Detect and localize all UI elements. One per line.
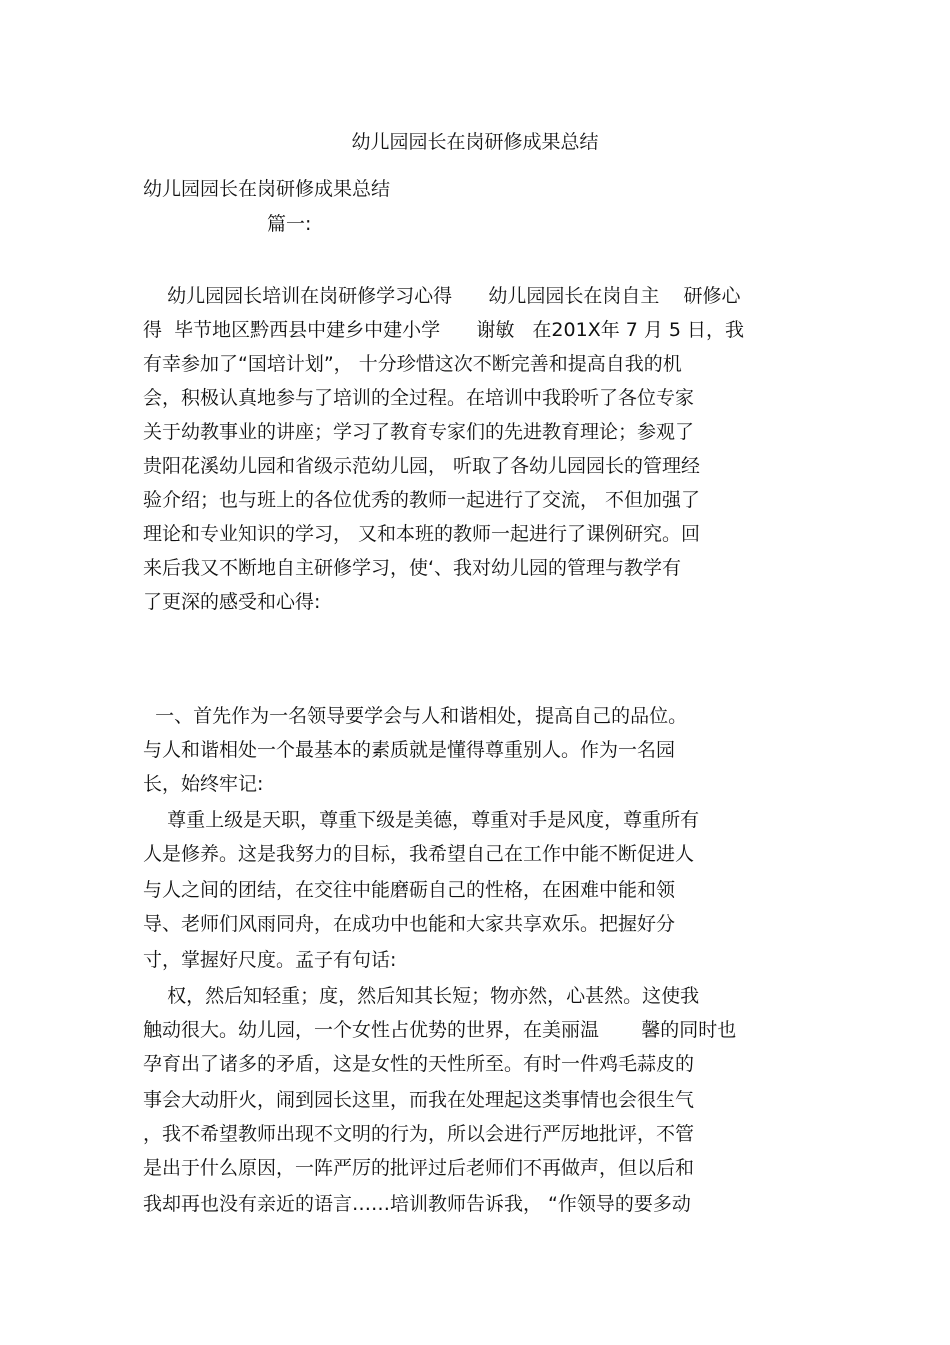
body-line: 我却再也没有亲近的语言……培训教师告诉我， “作领导的要多动 xyxy=(143,1193,691,1215)
body-line: 得 毕节地区黔西县中建乡中建小学 谢敏 在201X年 7 月 5 日，我 xyxy=(143,319,745,341)
body-line: 人是修养。这是我努力的目标，我希望自己在工作中能不断促进人 xyxy=(143,843,695,865)
body-line: 来后我又不断地自主研修学习，使‘、我对幼儿园的管理与教学有 xyxy=(143,557,682,579)
body-line: 事会大动肝火，闹到园长这里，而我在处理起这类事情也会很生气 xyxy=(143,1089,695,1111)
body-line: 长，始终牢记: xyxy=(143,773,264,795)
document-title: 幼儿园园长在岗研修成果总结 xyxy=(351,131,599,153)
body-line: 孕育出了诸多的矛盾，这是女性的天性所至。有时一件鸡毛蒜皮的 xyxy=(143,1053,695,1075)
body-line: 与人和谐相处一个最基本的素质就是懂得尊重别人。作为一名园 xyxy=(143,739,676,761)
body-line: 了更深的感受和心得: xyxy=(143,591,321,613)
body-line: 寸，掌握好尺度。孟子有句话: xyxy=(143,949,397,971)
body-line: 尊重上级是天职，尊重下级是美德，尊重对手是风度，尊重所有 xyxy=(143,809,700,831)
body-line: 有幸参加了“国培计划”， 十分珍惜这次不断完善和提高自我的机 xyxy=(143,353,682,375)
body-line: 与人之间的团结，在交往中能磨砺自己的性格，在困难中能和领 xyxy=(143,879,676,901)
body-line: 是出于什么原因，一阵严厉的批评过后老师们不再做声，但以后和 xyxy=(143,1157,695,1179)
body-line: 理论和专业知识的学习， 又和本班的教师一起进行了课例研究。回 xyxy=(143,523,701,545)
document-subtitle: 幼儿园园长在岗研修成果总结 xyxy=(143,178,391,200)
body-line: 一、首先作为一名领导要学会与人和谐相处，提高自己的品位。 xyxy=(143,705,688,727)
body-line: 会，积极认真地参与了培训的全过程。在培训中我聆听了各位专家 xyxy=(143,387,695,409)
body-line: 权，然后知轻重；度，然后知其长短；物亦然，心甚然。这使我 xyxy=(143,985,700,1007)
body-line: 关于幼教事业的讲座；学习了教育专家们的先进教育理论；参观了 xyxy=(143,421,695,443)
body-line: 幼儿园园长培训在岗研修学习心得 幼儿园园长在岗自主 研修心 xyxy=(143,285,741,307)
body-line: 导、老师们风雨同舟，在成功中也能和大家共享欢乐。把握好分 xyxy=(143,913,676,935)
section-label: 篇一: xyxy=(267,213,312,235)
body-line: 触动很大。幼儿园，一个女性占优势的世界，在美丽温 馨的同时也 xyxy=(143,1019,737,1041)
body-line: 贵阳花溪幼儿园和省级示范幼儿园， 听取了各幼儿园园长的管理经 xyxy=(143,455,701,477)
body-line: 验介绍；也与班上的各位优秀的教师一起进行了交流， 不但加强了 xyxy=(143,489,701,511)
body-line: ，我不希望教师出现不文明的行为，所以会进行严厉地批评，不管 xyxy=(143,1123,695,1145)
